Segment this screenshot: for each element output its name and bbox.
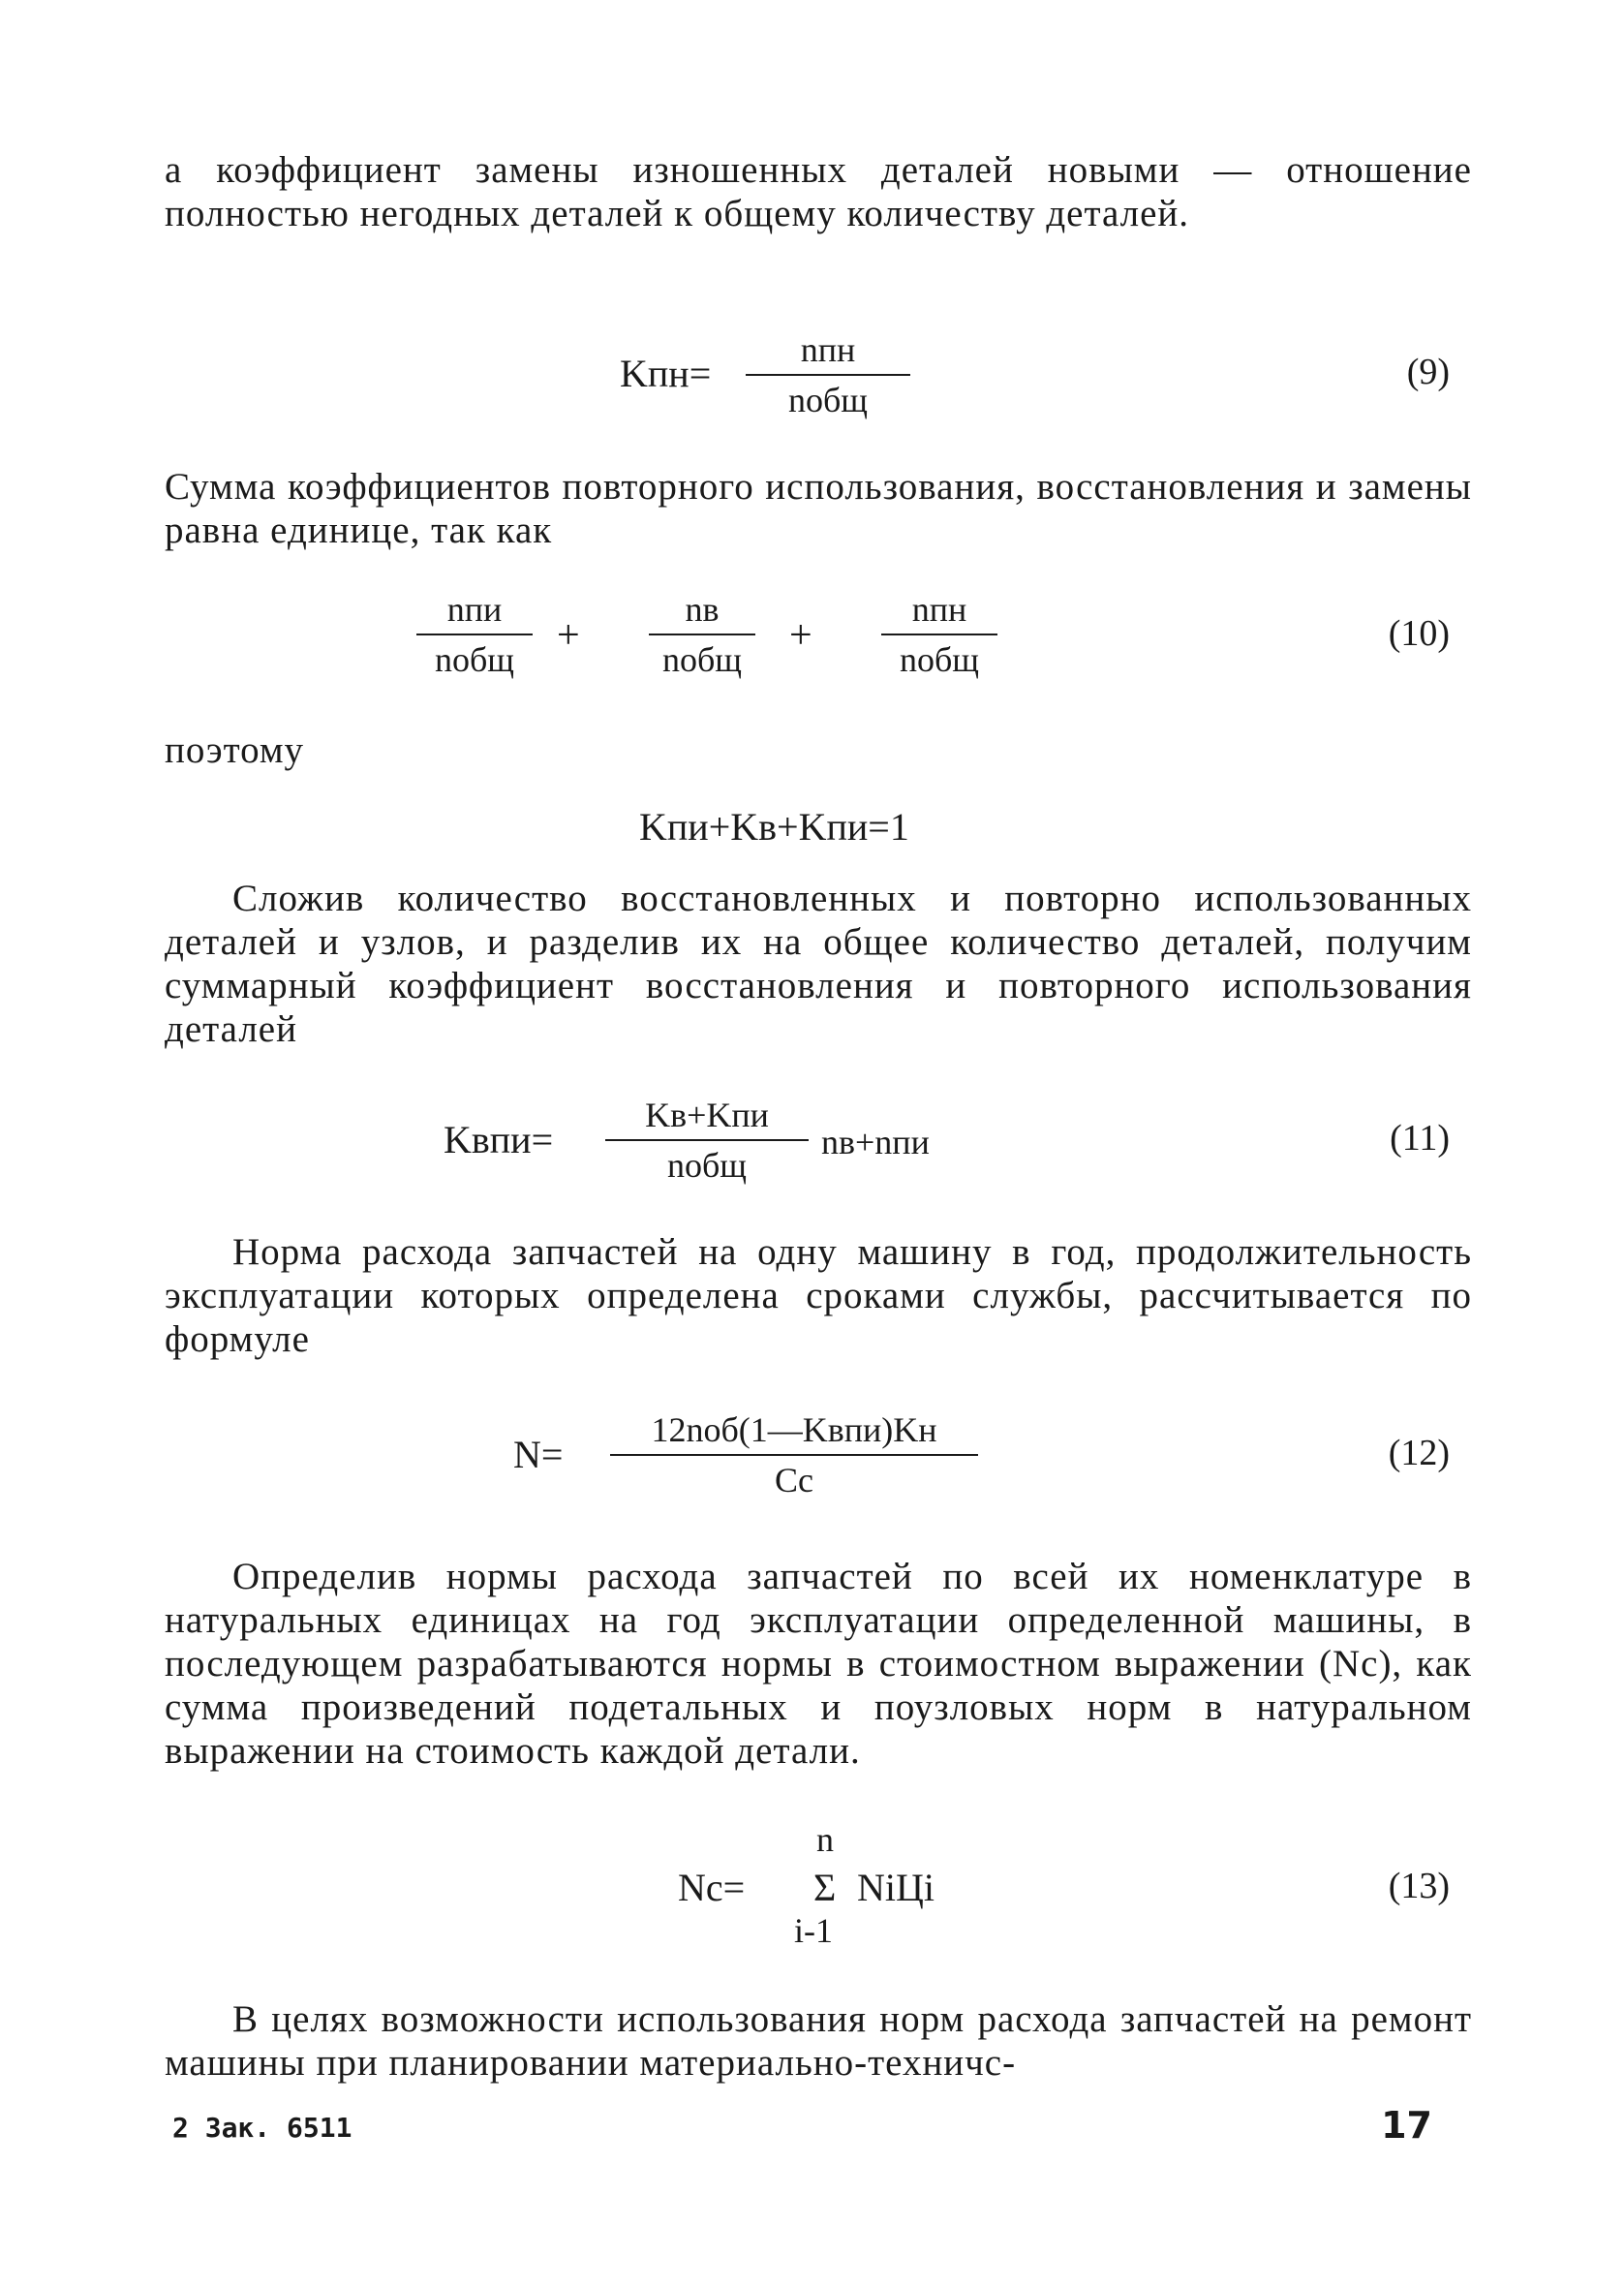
eq13-lower-limit: i-1	[794, 1911, 833, 1950]
eq9-fraction	[746, 329, 910, 420]
eq10-plus-1: +	[557, 613, 580, 658]
eq13-term: NiЦi	[857, 1866, 935, 1909]
eq9-fraction-bar	[746, 374, 910, 376]
eq11-number: (11)	[1390, 1118, 1450, 1159]
eq12-number: (12)	[1388, 1433, 1450, 1473]
equation-sum: Kпи+Kв+Kпи=1	[639, 805, 909, 849]
paragraph-2: Сумма коэффициентов повторного использования, восстановления и замены равна единице, так как	[165, 466, 1472, 551]
eq11-numerator: Kв+Kпи	[645, 1096, 769, 1134]
eq10-f1-denominator: nобщ	[434, 640, 515, 679]
eq10-f2-numerator: nв	[685, 590, 720, 629]
eq11-tail: nв+nпи	[821, 1123, 930, 1161]
eq11-fraction-bar	[605, 1139, 809, 1141]
eq9-number: (9)	[1406, 352, 1450, 392]
paragraph-4: Сложив количество восстановленных и повторно использованных деталей и узлов, и разделив их на общее количество деталей, получим суммарный коэффициент восстановления и повторного использования деталей	[165, 878, 1472, 1050]
paragraph-6: Определив нормы расхода запчастей по всей их номенклатуре в натуральных единицах на год эксплуатации определенной машины, в последующем разрабатываются нормы в стоимостном выражении (Nc), как сумма произведений подетальных и поузловых норм в натуральном выражении на стоимость каждой детали.	[165, 1556, 1472, 1772]
eq10-f3-bar	[881, 634, 997, 635]
footer-order-number: 2 Зак. 6511	[172, 2112, 352, 2144]
paragraph-7: В целях возможности использования норм расхода запчастей на ремонт машины при планировании материально-техничс-	[165, 1998, 1472, 2084]
eq13-number: (13)	[1388, 1866, 1450, 1906]
eq10-plus-2: +	[789, 613, 812, 658]
eq10-f3-denominator: nобщ	[899, 640, 980, 679]
eq10-f1-numerator: nпи	[446, 590, 503, 629]
eq9-denominator: nобщ	[787, 381, 869, 419]
eq11-fraction	[605, 1095, 809, 1186]
sigma-icon: Σ	[813, 1866, 837, 1909]
paragraph-5: Норма расхода запчастей на одну машину в год, продолжительность эксплуатации которых определена сроками службы, рассчитывается по формуле	[165, 1231, 1472, 1360]
eq10-f2-bar	[649, 634, 755, 635]
eq13-lhs: Nc=	[678, 1866, 746, 1909]
eq12-fraction-bar	[610, 1454, 978, 1456]
eq12-denominator: Cc	[775, 1461, 813, 1500]
eq10-f2-denominator: nобщ	[661, 640, 743, 679]
eq13-upper-limit: n	[816, 1820, 834, 1859]
eq10-fraction-2	[649, 589, 755, 680]
eq9-lhs: Kпн=	[620, 352, 712, 395]
eq11-lhs: Kвпи=	[444, 1118, 554, 1161]
eq11-denominator: nобщ	[666, 1146, 748, 1185]
paragraph-1: а коэффициент замены изношенных деталей новыми — отношение полностью негодных деталей к общему количеству деталей.	[165, 149, 1472, 234]
paragraph-3: поэтому	[165, 729, 305, 771]
eq10-fraction-1	[416, 589, 533, 680]
eq10-f3-numerator: nпн	[911, 590, 967, 629]
eq12-fraction	[610, 1409, 978, 1500]
eq12-lhs: N=	[513, 1433, 564, 1476]
eq10-f1-bar	[416, 634, 533, 635]
eq9-numerator: nпн	[800, 330, 856, 369]
page-number: 17	[1381, 2104, 1432, 2147]
eq10-fraction-3	[881, 589, 997, 680]
eq10-number: (10)	[1388, 613, 1450, 654]
eq12-numerator: 12nоб(1—Kвпи)Kн	[651, 1410, 937, 1449]
